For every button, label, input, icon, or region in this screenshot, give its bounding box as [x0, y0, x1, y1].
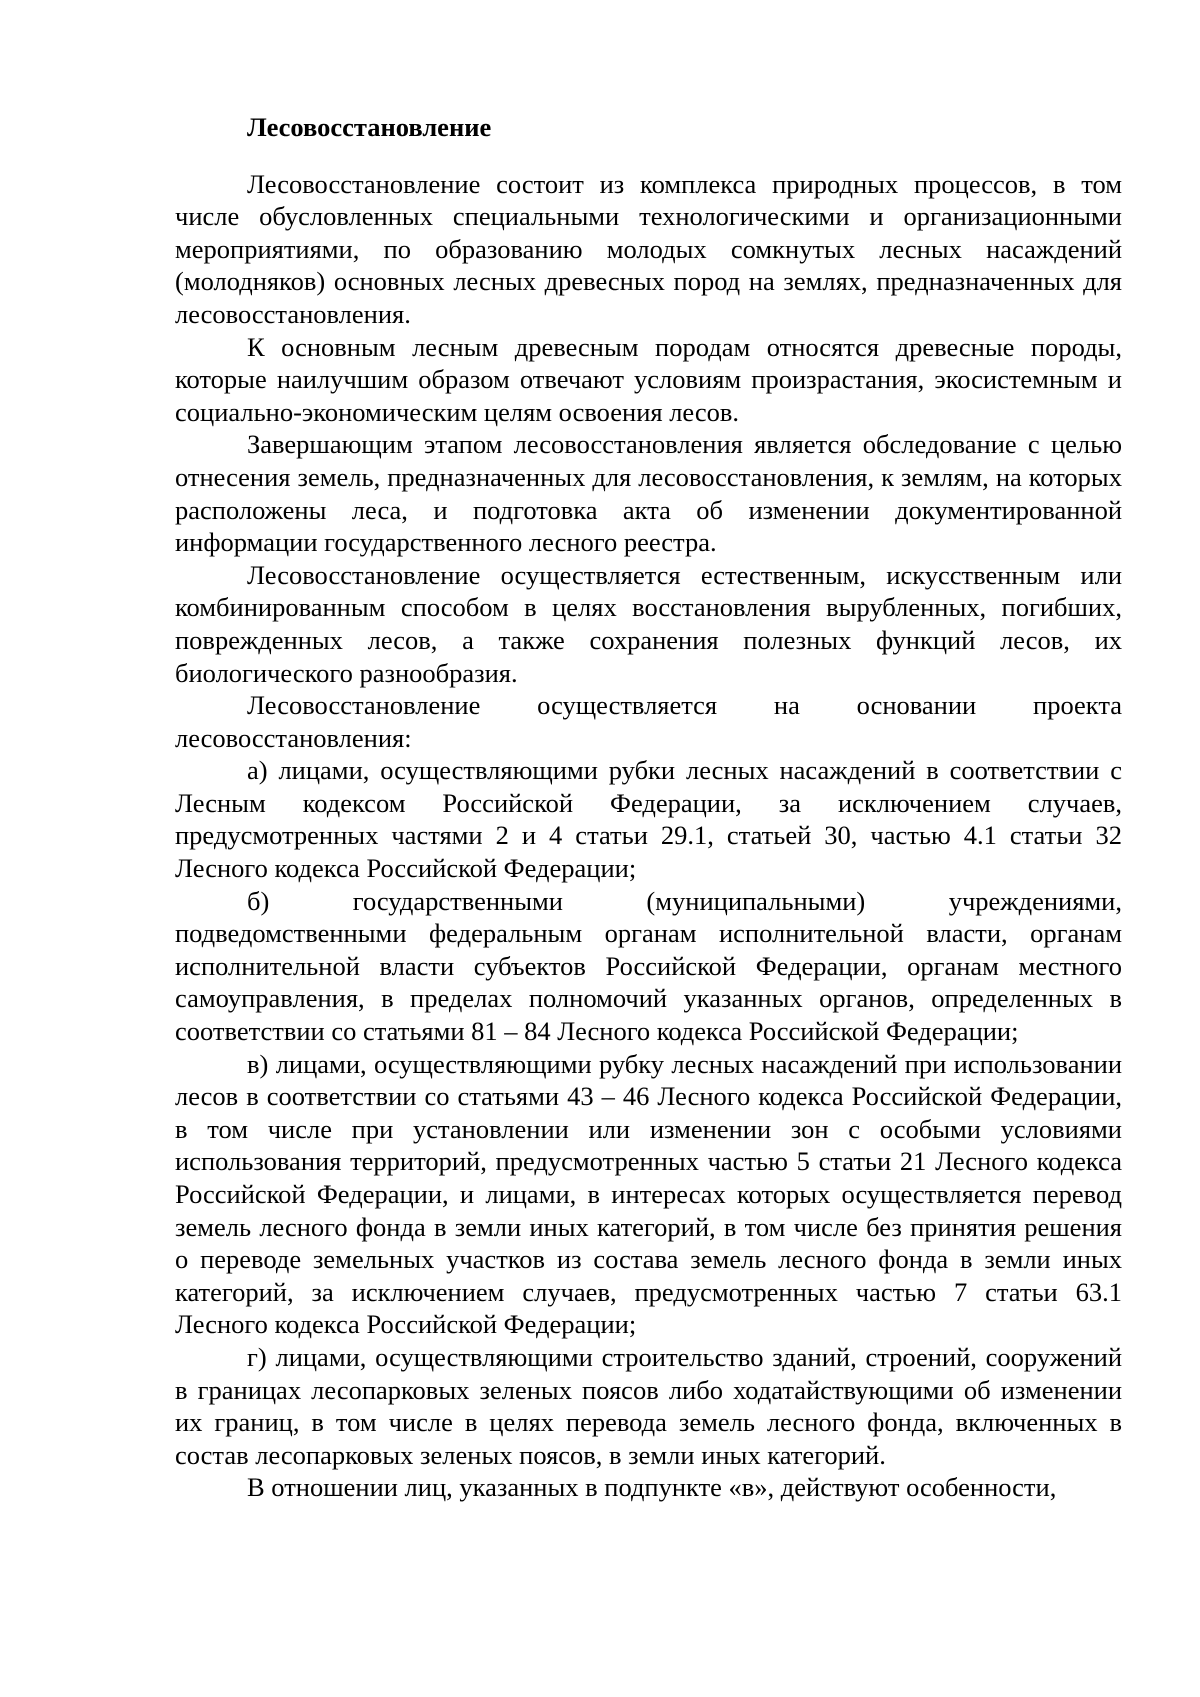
- paragraph-main-tree-species: К основным лесным древесным породам относятся древесные породы, которые наилучшим образом отвечают условиям произрастания, экосистемным и социально-экономическим целям освоения лесов.: [175, 331, 1122, 427]
- list-item-v: в) лицами, осуществляющими рубку лесных насаждений при использовании лесов в соответствии со статьями 43 – 46 Лесного кодекса Российской Федерации, в том числе при установлении или изменении зон с особыми условиями использования территорий, предусмотренных частью 5 статьи 21 Лесного кодекса Российской Федерации, и лицами, в интересах которых осуществляется перевод земель лесного фонда в земли иных категорий, в том числе без принятия решения о переводе земельных участков из состава земель лесного фонда в земли иных категорий, за исключением случаев, предусмотренных частью 7 статьи 63.1 Лесного кодекса Российской Федерации;: [175, 1048, 1122, 1340]
- paragraph-reforestation-definition: Лесовосстановление состоит из комплекса природных процессов, в том числе обусловленных специальными технологическими и организационными мероприятиями, по образованию молодых сомкнутых лесных насаждений (молодняков) основных лесных древесных пород на землях, предназначенных для лесовосстановления.: [175, 168, 1122, 329]
- list-item-a: а) лицами, осуществляющими рубки лесных насаждений в соответствии с Лесным кодексом Российской Федерации, за исключением случаев, предусмотренных частями 2 и 4 статьи 29.1, статьей 30, частью 4.1 статьи 32 Лесного кодекса Российской Федерации;: [175, 755, 1122, 884]
- document-body: [175, 111, 1122, 1504]
- paragraph-project-basis: Лесовосстановление осуществляется на основании проекта лесовосстановления:: [175, 690, 1122, 753]
- paragraph-reforestation-methods: Лесовосстановление осуществляется естественным, искусственным или комбинированным способом в целях восстановления вырубленных, погибших, поврежденных лесов, а также сохранения полезных функций лесов, их биологического разнообразия.: [175, 559, 1122, 688]
- document-title: Лесовосстановление: [247, 112, 492, 142]
- list-item-b: б) государственными (муниципальными) учреждениями, подведомственными федеральным органам исполнительной власти, органам исполнительной власти субъектов Российской Федерации, органам местного самоуправления, в пределах полномочий указанных органов, определенных в соответствии со статьями 81 – 84 Лесного кодекса Российской Федерации;: [175, 885, 1122, 1047]
- paragraph-special-provisions: В отношении лиц, указанных в подпункте «в», действуют особенности,: [247, 1472, 1057, 1503]
- list-item-g: г) лицами, осуществляющими строительство зданий, строений, сооружений в границах лесопарковых зеленых поясов либо ходатайствующими об изменении их границ, в том числе в целях перевода земель лесного фонда, включенных в состав лесопарковых зеленых поясов, в земли иных категорий.: [175, 1341, 1122, 1470]
- paragraph-final-stage: Завершающим этапом лесовосстановления является обследование с целью отнесения земель, предназначенных для лесовосстановления, к землям, на которых расположены леса, и подготовка акта об изменении документированной информации государственного лесного реестра.: [175, 429, 1122, 558]
